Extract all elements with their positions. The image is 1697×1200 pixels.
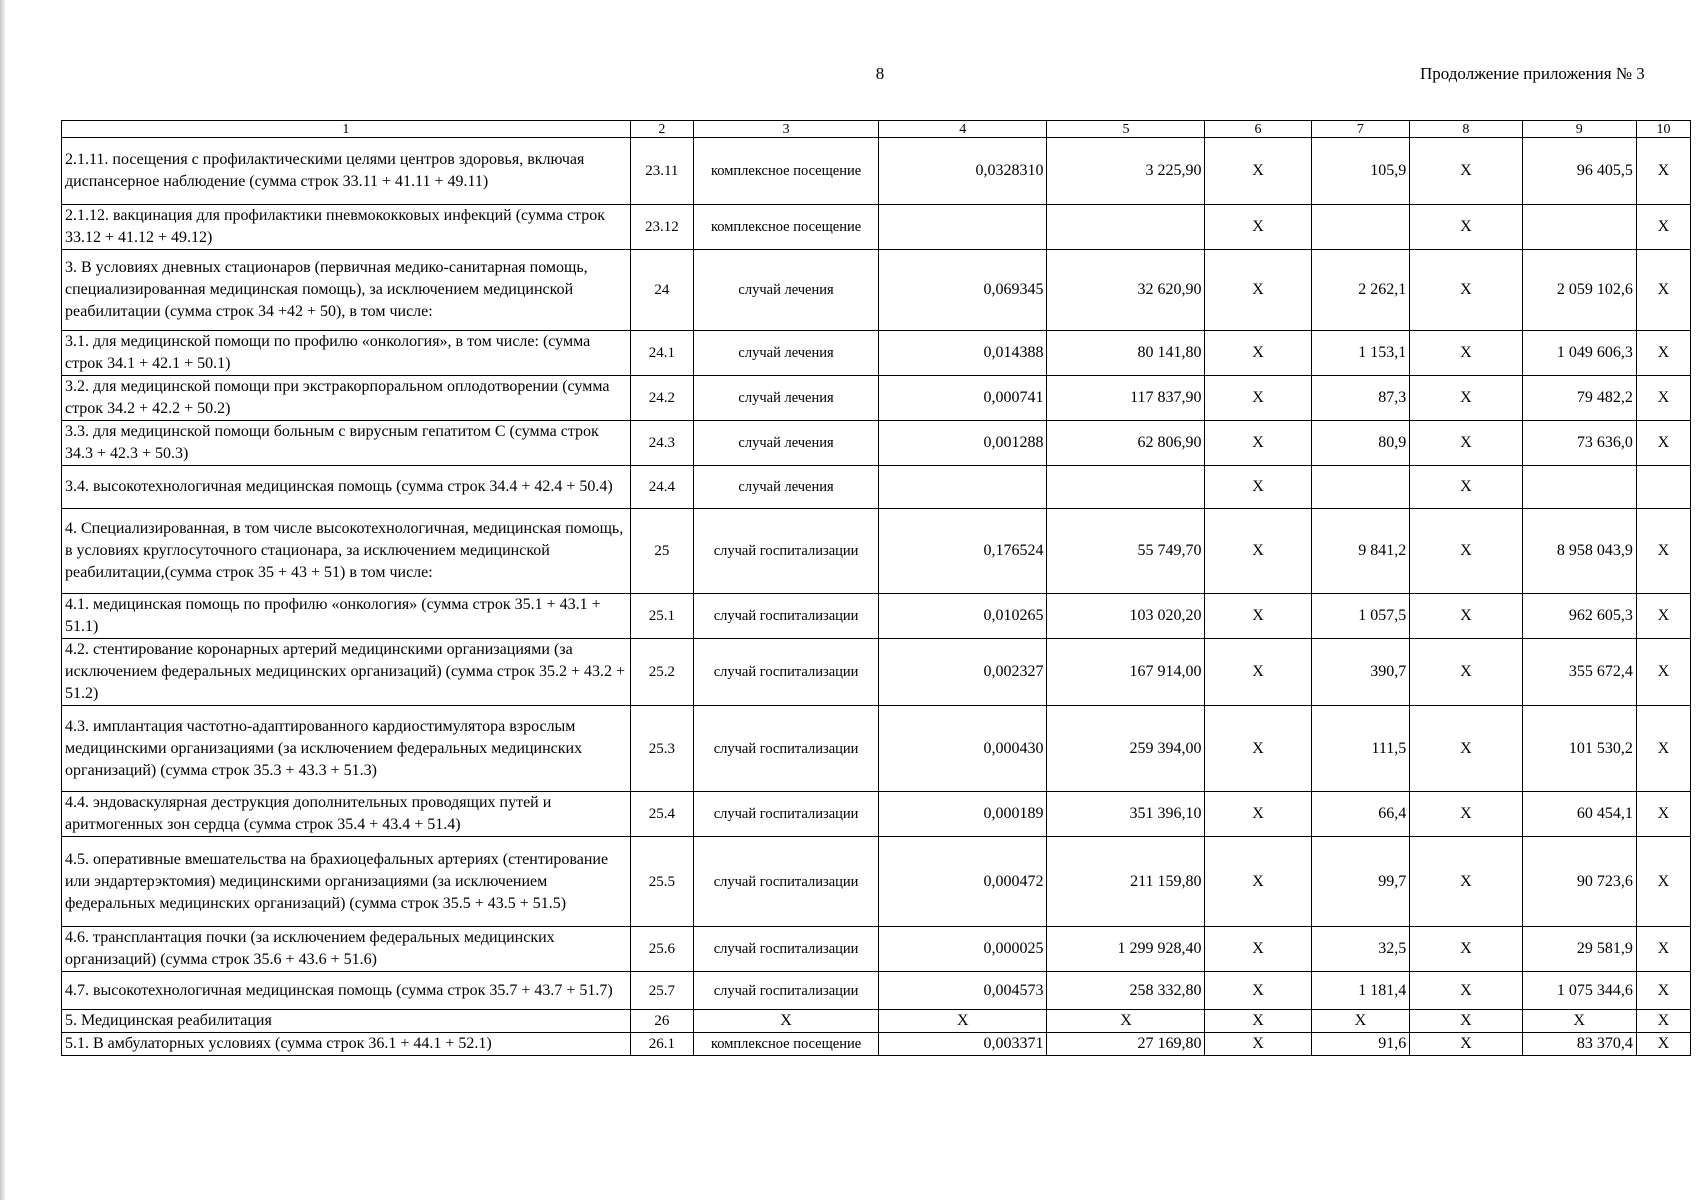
table-cell-col10: X [1636,509,1690,594]
table-cell-col7: 105,9 [1311,138,1410,205]
table-cell-col8: X [1410,1010,1522,1033]
table-cell-col5: 55 749,70 [1047,509,1205,594]
table-cell-col9: 2 059 102,6 [1522,250,1636,331]
table-cell-col7: 390,7 [1311,639,1410,706]
table-cell-col6: X [1205,706,1311,792]
table-row [62,1033,1691,1056]
table-cell-col4: 0,000741 [879,376,1047,421]
header-row [62,121,1691,138]
table-cell-col1: 4.1. медицинская помощь по профилю «онкология» (сумма строк 35.1 + 43.1 + 51.1) [62,594,631,639]
table-cell-col6: X [1205,792,1311,837]
table-cell-col4 [879,205,1047,250]
table-cell-col2: 24 [630,250,693,331]
table-cell-col9: X [1522,1010,1636,1033]
table-cell-col6: X [1205,639,1311,706]
table-cell-col6: X [1205,421,1311,466]
table-cell-col6: X [1205,1010,1311,1033]
table-cell-col5: 117 837,90 [1047,376,1205,421]
table-cell-col7: 91,6 [1311,1033,1410,1056]
table-cell-col1: 2.1.12. вакцинация для профилактики пневмококковых инфекций (сумма строк 33.12 + 41.12 + 49.12) [62,205,631,250]
column-header: 1 [62,121,631,138]
table-row [62,639,1691,706]
table-row [62,972,1691,1010]
table-cell-col7: 32,5 [1311,927,1410,972]
table-cell-col6: X [1205,138,1311,205]
table-cell-col5: 211 159,80 [1047,837,1205,927]
table-cell-col5: 259 394,00 [1047,706,1205,792]
table-cell-col10: X [1636,138,1690,205]
table-row [62,466,1691,509]
table-cell-col3: комплексное посещение [694,138,879,205]
table-cell-col2: 25.5 [630,837,693,927]
table-cell-col9: 90 723,6 [1522,837,1636,927]
table-cell-col1: 4.5. оперативные вмешательства на брахиоцефальных артериях (стентирование или эндартерэктомия) медицинскими организациями (за исключением федеральных медицинских организаций) (сумма строк 35.5 + 43.5 + 51.5) [62,837,631,927]
table-cell-col1: 3.2. для медицинской помощи при экстракорпоральном оплодотворении (сумма строк 34.2 + 42.2 + 50.2) [62,376,631,421]
table-cell-col2: 24.3 [630,421,693,466]
table-cell-col10: X [1636,706,1690,792]
table-cell-col3: случай госпитализации [694,792,879,837]
table-cell-col2: 25.2 [630,639,693,706]
table-cell-col6: X [1205,205,1311,250]
table-row [62,331,1691,376]
table-cell-col7 [1311,205,1410,250]
table-cell-col10: X [1636,639,1690,706]
table-cell-col3: комплексное посещение [694,205,879,250]
table-cell-col10: X [1636,792,1690,837]
table-row [62,1010,1691,1033]
table-cell-col2: 24.4 [630,466,693,509]
table-cell-col8: X [1410,1033,1522,1056]
table-row [62,792,1691,837]
table-cell-col8: X [1410,594,1522,639]
table-cell-col10: X [1636,927,1690,972]
table-cell-col9 [1522,466,1636,509]
table-cell-col4: 0,176524 [879,509,1047,594]
table-cell-col6: X [1205,594,1311,639]
table-cell-col10: X [1636,376,1690,421]
table-cell-col4: 0,000430 [879,706,1047,792]
table-cell-col2: 25.6 [630,927,693,972]
scan-edge [0,0,5,1200]
appendix-continuation-label: Продолжение приложения № 3 [1420,64,1645,83]
table-cell-col2: 25 [630,509,693,594]
table-cell-col8: X [1410,639,1522,706]
table-cell-col4: 0,000189 [879,792,1047,837]
table-row [62,138,1691,205]
table-cell-col9 [1522,205,1636,250]
table-cell-col7: 66,4 [1311,792,1410,837]
table-cell-col3: случай лечения [694,331,879,376]
table-row [62,421,1691,466]
table-cell-col5: 1 299 928,40 [1047,927,1205,972]
table-row [62,250,1691,331]
table-cell-col4: 0,002327 [879,639,1047,706]
table-row [62,927,1691,972]
table-cell-col6: X [1205,376,1311,421]
table-cell-col10: X [1636,594,1690,639]
table-row [62,205,1691,250]
table-cell-col3: случай госпитализации [694,509,879,594]
table-cell-col3: случай госпитализации [694,927,879,972]
table-cell-col10: X [1636,421,1690,466]
table-cell-col5: 3 225,90 [1047,138,1205,205]
table-cell-col2: 25.7 [630,972,693,1010]
table-cell-col6: X [1205,837,1311,927]
table-cell-col9: 96 405,5 [1522,138,1636,205]
table-cell-col10: X [1636,250,1690,331]
table-cell-col4 [879,466,1047,509]
table-cell-col3: случай лечения [694,466,879,509]
table-cell-col9: 1 075 344,6 [1522,972,1636,1010]
table-cell-col4: 0,000472 [879,837,1047,927]
table-cell-col6: X [1205,331,1311,376]
table-cell-col5 [1047,466,1205,509]
table-row [62,706,1691,792]
table-cell-col8: X [1410,466,1522,509]
table-cell-col4: 0,069345 [879,250,1047,331]
table-row [62,376,1691,421]
table-cell-col3: случай госпитализации [694,972,879,1010]
table-cell-col2: 25.3 [630,706,693,792]
table-cell-col2: 25.4 [630,792,693,837]
table-cell-col3: X [694,1010,879,1033]
table-row [62,594,1691,639]
table-cell-col9: 1 049 606,3 [1522,331,1636,376]
table-cell-col6: X [1205,466,1311,509]
table-cell-col8: X [1410,792,1522,837]
table-cell-col7: 87,3 [1311,376,1410,421]
table-cell-col6: X [1205,509,1311,594]
table-cell-col1: 3. В условиях дневных стационаров (первичная медико-санитарная помощь, специализированная медицинская помощь), за исключением медицинской реабилитации (сумма строк 34 +42 + 50), в том числе: [62,250,631,331]
table-cell-col5: 103 020,20 [1047,594,1205,639]
table-cell-col1: 3.3. для медицинской помощи больным с вирусным гепатитом С (сумма строк 34.3 + 42.3 + 50.3) [62,421,631,466]
column-header: 8 [1410,121,1522,138]
table-cell-col7: 1 181,4 [1311,972,1410,1010]
table-cell-col9: 79 482,2 [1522,376,1636,421]
table-cell-col3: случай госпитализации [694,639,879,706]
table-cell-col7: 9 841,2 [1311,509,1410,594]
table-cell-col10: X [1636,205,1690,250]
table-cell-col5: 27 169,80 [1047,1033,1205,1056]
table-cell-col1: 4.6. трансплантация почки (за исключением федеральных медицинских организаций) (сумма строк 35.6 + 43.6 + 51.6) [62,927,631,972]
table-cell-col8: X [1410,972,1522,1010]
column-header: 10 [1636,121,1690,138]
table-cell-col5 [1047,205,1205,250]
table-cell-col4: 0,014388 [879,331,1047,376]
table-cell-col6: X [1205,250,1311,331]
table-cell-col10: X [1636,331,1690,376]
table-cell-col4: 0,003371 [879,1033,1047,1056]
table-cell-col2: 23.11 [630,138,693,205]
table-cell-col8: X [1410,837,1522,927]
table-cell-col8: X [1410,421,1522,466]
table-cell-col5: 351 396,10 [1047,792,1205,837]
table-cell-col8: X [1410,376,1522,421]
table-cell-col8: X [1410,205,1522,250]
table-cell-col9: 83 370,4 [1522,1033,1636,1056]
table-cell-col1: 2.1.11. посещения с профилактическими целями центров здоровья, включая диспансерное наблюдение (сумма строк 33.11 + 41.11 + 49.11) [62,138,631,205]
table-cell-col8: X [1410,138,1522,205]
table-cell-col9: 29 581,9 [1522,927,1636,972]
column-header: 6 [1205,121,1311,138]
table-cell-col10 [1636,466,1690,509]
column-header: 4 [879,121,1047,138]
table-cell-col9: 73 636,0 [1522,421,1636,466]
column-header: 3 [694,121,879,138]
column-header: 7 [1311,121,1410,138]
column-header: 5 [1047,121,1205,138]
table-cell-col1: 5.1. В амбулаторных условиях (сумма строк 36.1 + 44.1 + 52.1) [62,1033,631,1056]
page-number: 8 [875,64,885,83]
table-cell-col4: 0,0328310 [879,138,1047,205]
table-cell-col4: 0,004573 [879,972,1047,1010]
table-cell-col1: 5. Медицинская реабилитация [62,1010,631,1033]
table-cell-col5: 80 141,80 [1047,331,1205,376]
table-cell-col1: 4. Специализированная, в том числе высокотехнологичная, медицинская помощь, в условиях круглосуточного стационара, за исключением медицинской реабилитации,(сумма строк 35 + 43 + 51) в том числе: [62,509,631,594]
table-cell-col9: 962 605,3 [1522,594,1636,639]
table-cell-col3: случай лечения [694,250,879,331]
table-cell-col8: X [1410,331,1522,376]
table-cell-col7: 99,7 [1311,837,1410,927]
table-cell-col7: 1 153,1 [1311,331,1410,376]
table-cell-col4: 0,001288 [879,421,1047,466]
table-cell-col8: X [1410,927,1522,972]
table-cell-col8: X [1410,509,1522,594]
table-cell-col5: 62 806,90 [1047,421,1205,466]
table-cell-col2: 26 [630,1010,693,1033]
table-row [62,509,1691,594]
table-cell-col7: 1 057,5 [1311,594,1410,639]
table-cell-col2: 24.1 [630,331,693,376]
table-cell-col1: 3.4. высокотехнологичная медицинская помощь (сумма строк 34.4 + 42.4 + 50.4) [62,466,631,509]
table-cell-col7 [1311,466,1410,509]
table-cell-col5: 167 914,00 [1047,639,1205,706]
table-cell-col3: случай лечения [694,376,879,421]
table-cell-col5: X [1047,1010,1205,1033]
table-cell-col7: 2 262,1 [1311,250,1410,331]
table-cell-col2: 23.12 [630,205,693,250]
table-cell-col10: X [1636,972,1690,1010]
table-cell-col9: 355 672,4 [1522,639,1636,706]
table-cell-col3: случай госпитализации [694,594,879,639]
table-cell-col4: 0,010265 [879,594,1047,639]
table-cell-col1: 3.1. для медицинской помощи по профилю «онкология», в том числе: (сумма строк 34.1 + 42.1 + 50.1) [62,331,631,376]
table-cell-col10: X [1636,1010,1690,1033]
table-cell-col9: 60 454,1 [1522,792,1636,837]
table-cell-col6: X [1205,927,1311,972]
table-cell-col1: 4.7. высокотехнологичная медицинская помощь (сумма строк 35.7 + 43.7 + 51.7) [62,972,631,1010]
table-cell-col3: случай лечения [694,421,879,466]
table-cell-col7: 80,9 [1311,421,1410,466]
table-cell-col7: 111,5 [1311,706,1410,792]
table-cell-col5: 32 620,90 [1047,250,1205,331]
table-cell-col9: 8 958 043,9 [1522,509,1636,594]
table-cell-col2: 26.1 [630,1033,693,1056]
table-cell-col5: 258 332,80 [1047,972,1205,1010]
table-cell-col4: 0,000025 [879,927,1047,972]
table-cell-col6: X [1205,972,1311,1010]
table-cell-col10: X [1636,837,1690,927]
table-cell-col2: 25.1 [630,594,693,639]
table-cell-col3: случай госпитализации [694,706,879,792]
table-cell-col3: комплексное посещение [694,1033,879,1056]
table-cell-col4: X [879,1010,1047,1033]
table-cell-col1: 4.4. эндоваскулярная деструкция дополнительных проводящих путей и аритмогенных зон сердца (сумма строк 35.4 + 43.4 + 51.4) [62,792,631,837]
table-cell-col2: 24.2 [630,376,693,421]
data-table [61,120,1691,1056]
table-cell-col6: X [1205,1033,1311,1056]
table-cell-col8: X [1410,706,1522,792]
table-cell-col1: 4.2. стентирование коронарных артерий медицинскими организациями (за исключением федеральных медицинских организаций) (сумма строк 35.2 + 43.2 + 51.2) [62,639,631,706]
table-cell-col8: X [1410,250,1522,331]
column-header: 2 [630,121,693,138]
table-cell-col3: случай госпитализации [694,837,879,927]
column-header: 9 [1522,121,1636,138]
table-cell-col7: X [1311,1010,1410,1033]
table-cell-col9: 101 530,2 [1522,706,1636,792]
table-row [62,837,1691,927]
table-cell-col1: 4.3. имплантация частотно-адаптированного кардиостимулятора взрослым медицинскими организациями (за исключением федеральных медицинских организаций) (сумма строк 35.3 + 43.3 + 51.3) [62,706,631,792]
table-cell-col10: X [1636,1033,1690,1056]
